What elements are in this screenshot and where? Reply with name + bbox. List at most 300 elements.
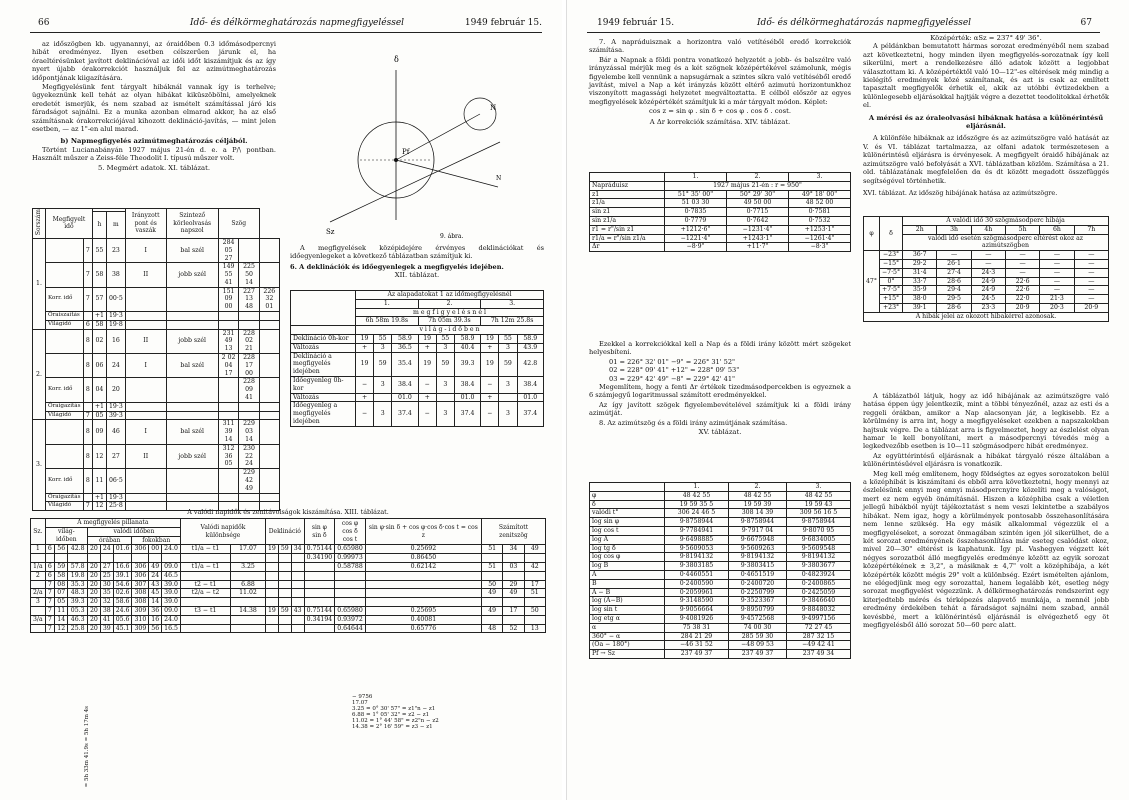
table-row: [590, 526, 851, 535]
col-header: Megfigyelt idő: [46, 209, 93, 239]
cell: 13: [524, 624, 545, 633]
cell: 8: [83, 354, 92, 378]
cell: 39: [100, 624, 113, 633]
table-row: [291, 376, 544, 393]
group-number: 2.: [33, 329, 46, 420]
cell: 309 56 16 5: [787, 509, 851, 518]
table-row: [590, 553, 851, 562]
cell: 20·3: [1040, 303, 1074, 312]
table-row: [31, 554, 546, 563]
cell: [31, 554, 46, 563]
table-title: A Δr korrekciók számítása. XIV. táblázat.: [649, 117, 791, 126]
cell: 8: [83, 469, 92, 493]
group-number: 3.: [33, 420, 46, 511]
cell: —: [1040, 268, 1074, 277]
col-header: Sorszám: [33, 209, 46, 239]
cell: 37.4: [517, 402, 544, 426]
table-row: [590, 500, 851, 509]
cell: 16.6: [113, 562, 132, 571]
cell: 6: [83, 320, 92, 329]
cell: 23·3: [971, 303, 1005, 312]
table-row: [590, 225, 851, 234]
figure-9: [300, 42, 540, 242]
cell: 19: [265, 606, 278, 615]
cell: +: [481, 343, 499, 352]
cell: 30: [100, 580, 113, 589]
cell: 0.25692: [365, 545, 481, 554]
cell: 28·6: [937, 277, 971, 286]
row-label: log cos φ: [590, 553, 665, 562]
cell: [239, 312, 259, 321]
cell: +15°: [879, 295, 902, 304]
cell: 19 59 43: [787, 500, 851, 509]
cell: 9·8194132: [665, 553, 729, 562]
cell: 59: [499, 352, 517, 376]
table-row: [291, 393, 544, 402]
table-xii: [290, 290, 544, 427]
table-row: [33, 444, 280, 468]
cell: 59: [374, 352, 392, 376]
cell: 06: [92, 354, 106, 378]
cell: 38.4: [454, 376, 480, 393]
cell: 9·8194132: [787, 553, 851, 562]
cell: 7: [83, 263, 92, 287]
table-title: A valódi napidők és zenitávolságok kiszámítása. XIII. táblázat.: [187, 508, 389, 516]
header-date: 1949 február 15.: [464, 18, 542, 28]
table-row: [590, 509, 851, 518]
cell: —: [1040, 251, 1074, 260]
cell: 19: [356, 352, 374, 376]
cell: [83, 402, 92, 411]
cell: −: [418, 402, 436, 426]
table-row: [33, 329, 280, 353]
cell: [278, 571, 291, 580]
cell: 01.0: [392, 393, 418, 402]
corner: [291, 291, 356, 326]
col2-text-2: [863, 392, 1109, 630]
cell: 24·9: [971, 277, 1005, 286]
cell: [218, 312, 239, 321]
intro-text: [32, 40, 276, 172]
right-page: [566, 0, 1129, 800]
cell: 0·4651519: [728, 570, 786, 579]
cell: +: [418, 393, 436, 402]
cell: 06·5: [106, 469, 125, 493]
corner: [590, 483, 665, 492]
cell: 0.40081: [365, 615, 481, 624]
cell: 49° 18' 00": [789, 190, 851, 199]
table-row: [31, 562, 546, 571]
table-row: [590, 579, 851, 588]
col-header: órában: [87, 536, 132, 545]
cell: [481, 571, 502, 580]
col1-text-2: [589, 340, 851, 436]
cell: [180, 554, 230, 563]
cell: [265, 624, 278, 633]
cell: 21·3: [1040, 295, 1074, 304]
col-header: Számított zenitszög: [481, 519, 545, 545]
table-xiii: [30, 518, 546, 633]
row-label: α: [590, 623, 665, 632]
cell: [239, 493, 259, 502]
cell: 9·4081926: [665, 614, 729, 623]
col-header: 3.: [787, 483, 851, 492]
time-cell: 6h 58m 19.8s: [356, 317, 419, 326]
cell: [503, 615, 524, 624]
cell: 12: [92, 502, 106, 511]
cell: 48.3: [68, 589, 88, 598]
row-label: Deklináció a megfigyelés idejében: [291, 352, 356, 376]
cell: 55: [436, 334, 454, 343]
table-row: [33, 312, 280, 321]
table-row: [864, 303, 1109, 312]
cell: [259, 354, 279, 378]
table-row: [864, 286, 1109, 295]
table-row: [590, 606, 851, 615]
note: 14.38 = 2° 16' 59" = z3 − z1: [352, 724, 433, 730]
cell: [259, 378, 279, 402]
cell: 9·7917 04: [728, 526, 786, 535]
col-header: világ-időben: [45, 527, 87, 545]
cell: 3/a: [31, 615, 46, 624]
cell: 29·2: [903, 259, 937, 268]
cell: 23: [106, 238, 125, 262]
cell: 225 50 14: [239, 263, 259, 287]
cell: [132, 554, 149, 563]
table-row: [590, 544, 851, 553]
cell: 0.34194: [304, 615, 335, 624]
table-row: [590, 570, 851, 579]
col-header: A megfigyelés pillanata: [45, 519, 180, 528]
cell: [166, 411, 218, 420]
cell: 0.62142: [365, 562, 481, 571]
cell: 0·4823924: [787, 570, 851, 579]
col-header: sin φ sin δ: [304, 519, 335, 545]
cell: 09.0: [162, 606, 181, 615]
cell: 19: [481, 352, 499, 376]
cell: 3: [374, 402, 392, 426]
cell: 0.58788: [335, 562, 366, 571]
cell: 36: [149, 606, 162, 615]
row-label: [46, 444, 84, 468]
cell: 3: [436, 376, 454, 393]
cell: +1: [92, 493, 106, 502]
cell: 20: [87, 571, 100, 580]
row-label: sin z1: [590, 208, 665, 217]
cell: −8·9": [665, 243, 727, 252]
cell: 285 59 30: [728, 632, 786, 641]
cell: 9·8758944: [728, 518, 786, 527]
cell: [291, 554, 304, 563]
row-label: Korr. idő: [46, 287, 84, 311]
row-label: Változás: [291, 393, 356, 402]
cell: [259, 444, 279, 468]
page-number: 67: [1080, 18, 1092, 28]
cell: 49: [481, 589, 502, 598]
cell: 27: [106, 444, 125, 468]
cell: 24: [100, 545, 113, 554]
cell: [162, 554, 181, 563]
cell: 27·4: [937, 268, 971, 277]
cell: —: [1074, 268, 1108, 277]
cell: [125, 312, 166, 321]
cell: 37.4: [392, 402, 418, 426]
cell: 48 42 55: [665, 491, 729, 500]
cell: 17: [524, 580, 545, 589]
row-label: [46, 263, 84, 287]
cell: 51° 35' 00": [665, 190, 727, 199]
equation: 02 = 228° 09' 41" +12" = 228° 09' 53": [609, 366, 740, 375]
table-row: [31, 598, 546, 607]
col-header: 3h: [937, 225, 971, 234]
cell: 3: [499, 343, 517, 352]
cell: 35: [100, 589, 113, 598]
row-label: 360° − α: [590, 632, 665, 641]
cell: [259, 469, 279, 493]
cell: [291, 615, 304, 624]
cell: −: [418, 376, 436, 393]
cell: 0.25695: [365, 606, 481, 615]
cell: 9·3148590: [665, 597, 729, 606]
cell: 309: [132, 624, 149, 633]
cell: [503, 554, 524, 563]
cell: [125, 493, 166, 502]
cell: 38.4: [517, 376, 544, 393]
table-row: [590, 518, 851, 527]
cell: 1: [31, 545, 46, 554]
table-xiv: [589, 172, 851, 252]
cell: [259, 420, 279, 444]
cell: 9·3846640: [787, 597, 851, 606]
cell: [55, 554, 68, 563]
cell: 43: [149, 580, 162, 589]
cell: [278, 562, 291, 571]
cell: [125, 287, 166, 311]
cell: II: [125, 329, 166, 353]
table-row: [590, 491, 851, 500]
cell: —: [1040, 286, 1074, 295]
cell: 8: [83, 420, 92, 444]
cell: 40.4: [454, 343, 480, 352]
row-label: Óraiszaítás: [46, 312, 84, 321]
cell: [291, 624, 304, 633]
cell: 3: [31, 598, 46, 607]
cell: 7: [83, 287, 92, 311]
cell: 0·2425059: [787, 588, 851, 597]
cell: t2/a − t2: [180, 589, 230, 598]
table-row: [33, 354, 280, 378]
cell: 0·2059961: [665, 588, 729, 597]
cell: 42.8: [517, 352, 544, 376]
col-header: A valódi idő 30 szögmásodperc hibája: [903, 217, 1109, 226]
cell: 37.4: [454, 402, 480, 426]
cell: 20: [87, 545, 100, 554]
cell: [87, 554, 100, 563]
cell: 9·8070 95: [787, 526, 851, 535]
cell: [180, 615, 230, 624]
cell: [265, 598, 278, 607]
group-number: 1.: [33, 238, 46, 329]
cell: 48 42 55: [728, 491, 786, 500]
cell: [291, 589, 304, 598]
cell: II: [125, 444, 166, 468]
cell: 19·3: [106, 312, 125, 321]
cell: 9·8950799: [728, 606, 786, 615]
cell: 29·5: [937, 295, 971, 304]
cell: —: [1074, 295, 1108, 304]
cell: [259, 263, 279, 287]
cell: 49: [481, 606, 502, 615]
cell: [524, 615, 545, 624]
col-header: v i l á g - i d ő b e n: [356, 326, 544, 335]
table-row: [590, 535, 851, 544]
cell: —: [971, 259, 1005, 268]
cell: [304, 624, 335, 633]
cell: 50: [481, 580, 502, 589]
cell: −: [356, 376, 374, 393]
cell: 19 59 35 5: [665, 500, 729, 509]
row-label: log etg α: [590, 614, 665, 623]
cell: 2 02 04 17: [218, 354, 239, 378]
cell: 45.1: [113, 624, 132, 633]
cell: 19.8: [68, 571, 88, 580]
cell: [335, 589, 366, 598]
note: 3.25 = 0° 30' 57" = z1"n − z1: [352, 706, 436, 712]
table-row: [291, 334, 544, 343]
cell: 0.99973: [335, 554, 366, 563]
table-row: [31, 580, 546, 589]
cell: 51: [481, 562, 502, 571]
row-label: A − B: [590, 588, 665, 597]
cell: −8·3": [789, 243, 851, 252]
cell: 306: [132, 562, 149, 571]
cell: 39.3: [454, 352, 480, 376]
cell: −1261·4": [789, 234, 851, 243]
cell: bal szél: [166, 238, 218, 262]
cell: 46.3: [68, 615, 88, 624]
cell: [259, 493, 279, 502]
cell: 0.75144: [304, 545, 335, 554]
cell: [230, 615, 265, 624]
cell: +1253·1": [789, 225, 851, 234]
section-heading: A mérési és az óraleolvasási hibáknak hatása a különérintésű eljárásnál.: [868, 113, 1104, 131]
cell: 48 42 55: [787, 491, 851, 500]
cell: 48: [481, 624, 502, 633]
fig-label: N: [496, 175, 502, 182]
cell: 01.0: [517, 393, 544, 402]
cell: [481, 615, 502, 624]
cell: 56: [149, 624, 162, 633]
cell: 19: [265, 545, 278, 554]
cell: [503, 598, 524, 607]
cell: +23°: [879, 303, 902, 312]
paragraph: A példánkban bemutatott hármas sorozat eredményéből nem szabad azt következtetni, hogy minden ilyen megfigyelés-sorozatnak így kell sikerülni, mert a rendelkezésre álló adatok között a legjobbat választottam ki. A középértéktől való 10—12"-es eltérések még mindig a kielégítő eredmények közé számítanak, és azt is csak az említett tapasztalt megfigyelők érhetik el, akik az utóbbi évtizedekben a különlegesebb eljárásokkal hajtják végre a dezettet teodolitokkal érhetők el.: [863, 42, 1109, 110]
cell: 9·7784941: [665, 526, 729, 535]
table-row: [590, 243, 851, 252]
cell: 24: [106, 354, 125, 378]
cell: +1: [92, 312, 106, 321]
col-header: 1.: [356, 299, 419, 308]
col-header: 1.: [665, 173, 727, 182]
cell: [259, 312, 279, 321]
cell: 19·8: [106, 320, 125, 329]
cell: 3: [436, 343, 454, 352]
cell: 9·4572568: [728, 614, 786, 623]
cell: 230 22 24: [239, 444, 259, 468]
row-label: Korr. idő: [46, 378, 84, 402]
cell: 20: [106, 378, 125, 402]
cell: —: [1040, 259, 1074, 268]
cell: 7: [45, 598, 54, 607]
cell: 6: [45, 571, 54, 580]
section-heading: b) Napmegfigyelés azimútmeghatározás céljából.: [60, 137, 248, 146]
cell: [265, 554, 278, 563]
cell: 24.6: [113, 606, 132, 615]
cell: 284 21 29: [665, 632, 729, 641]
row-label: [46, 238, 84, 262]
cell: [166, 378, 218, 402]
cell: 9·8194132: [728, 553, 786, 562]
cell: bal szél: [166, 354, 218, 378]
col-header: 2.: [418, 299, 481, 308]
cell: 9·6834005: [787, 535, 851, 544]
col-header: Deklináció: [265, 519, 304, 545]
table-row: [590, 190, 851, 199]
col-header: Sz.: [31, 519, 46, 545]
cell: 57.8: [68, 562, 88, 571]
cell: 308 14 39: [728, 509, 786, 518]
row-label: log A: [590, 535, 665, 544]
table-row: [33, 411, 280, 420]
cell: [259, 411, 279, 420]
cell: 14: [55, 615, 68, 624]
cell: [365, 580, 481, 589]
cell: 19: [418, 352, 436, 376]
table-row: [31, 615, 546, 624]
col-header: 5h: [1005, 225, 1039, 234]
cell: 51: [524, 589, 545, 598]
cell: [436, 393, 454, 402]
cell: 6.88: [230, 580, 265, 589]
cell: 49: [149, 562, 162, 571]
paragraph: Megfigyelésünk fent tárgyalt hibáknál vannak így is terhelve; ügyekeznünk kell tehát az olyan hibákat kiküszöbölni, amelyeknek eredetét ismerjük, és nem szabad az ismételt számítással járó kis fáradságot sajnálni. Ez a munka azonban elmarad akkor, ha az első számításnak órakorrekciójával kihozott deklináció-javítás, — mint jelen esetben, — az 1"-en alul marad.: [32, 83, 276, 134]
paragraph: 8. Az azimútszög és a földi irány azimútjának számítása.: [599, 418, 788, 427]
row-label: log tg δ: [590, 544, 665, 553]
cell: II: [125, 263, 166, 287]
table-row: [31, 606, 546, 615]
cell: 228 17 00: [239, 354, 259, 378]
cell: 231 49 13: [218, 329, 239, 353]
cell: +: [481, 393, 499, 402]
result: Középérték: αSz = 237° 49' 36".: [930, 34, 1042, 42]
cell: [125, 378, 166, 402]
cell: [166, 402, 218, 411]
cell: 26·1: [937, 259, 971, 268]
cell: 20: [87, 606, 100, 615]
fig-label: δ: [394, 55, 399, 64]
cell: 9·5609548: [787, 544, 851, 553]
cell: [230, 571, 265, 580]
cell: 310: [132, 615, 149, 624]
cell: [304, 580, 335, 589]
cell: —: [971, 251, 1005, 260]
cell: [265, 580, 278, 589]
cell: 20: [87, 624, 100, 633]
note: 6.88 = 1° 05' 32" = z2 − z1: [352, 712, 430, 718]
col-header: δ: [879, 217, 902, 251]
cell: 20: [87, 598, 100, 607]
cell: 0.93972: [335, 615, 366, 624]
